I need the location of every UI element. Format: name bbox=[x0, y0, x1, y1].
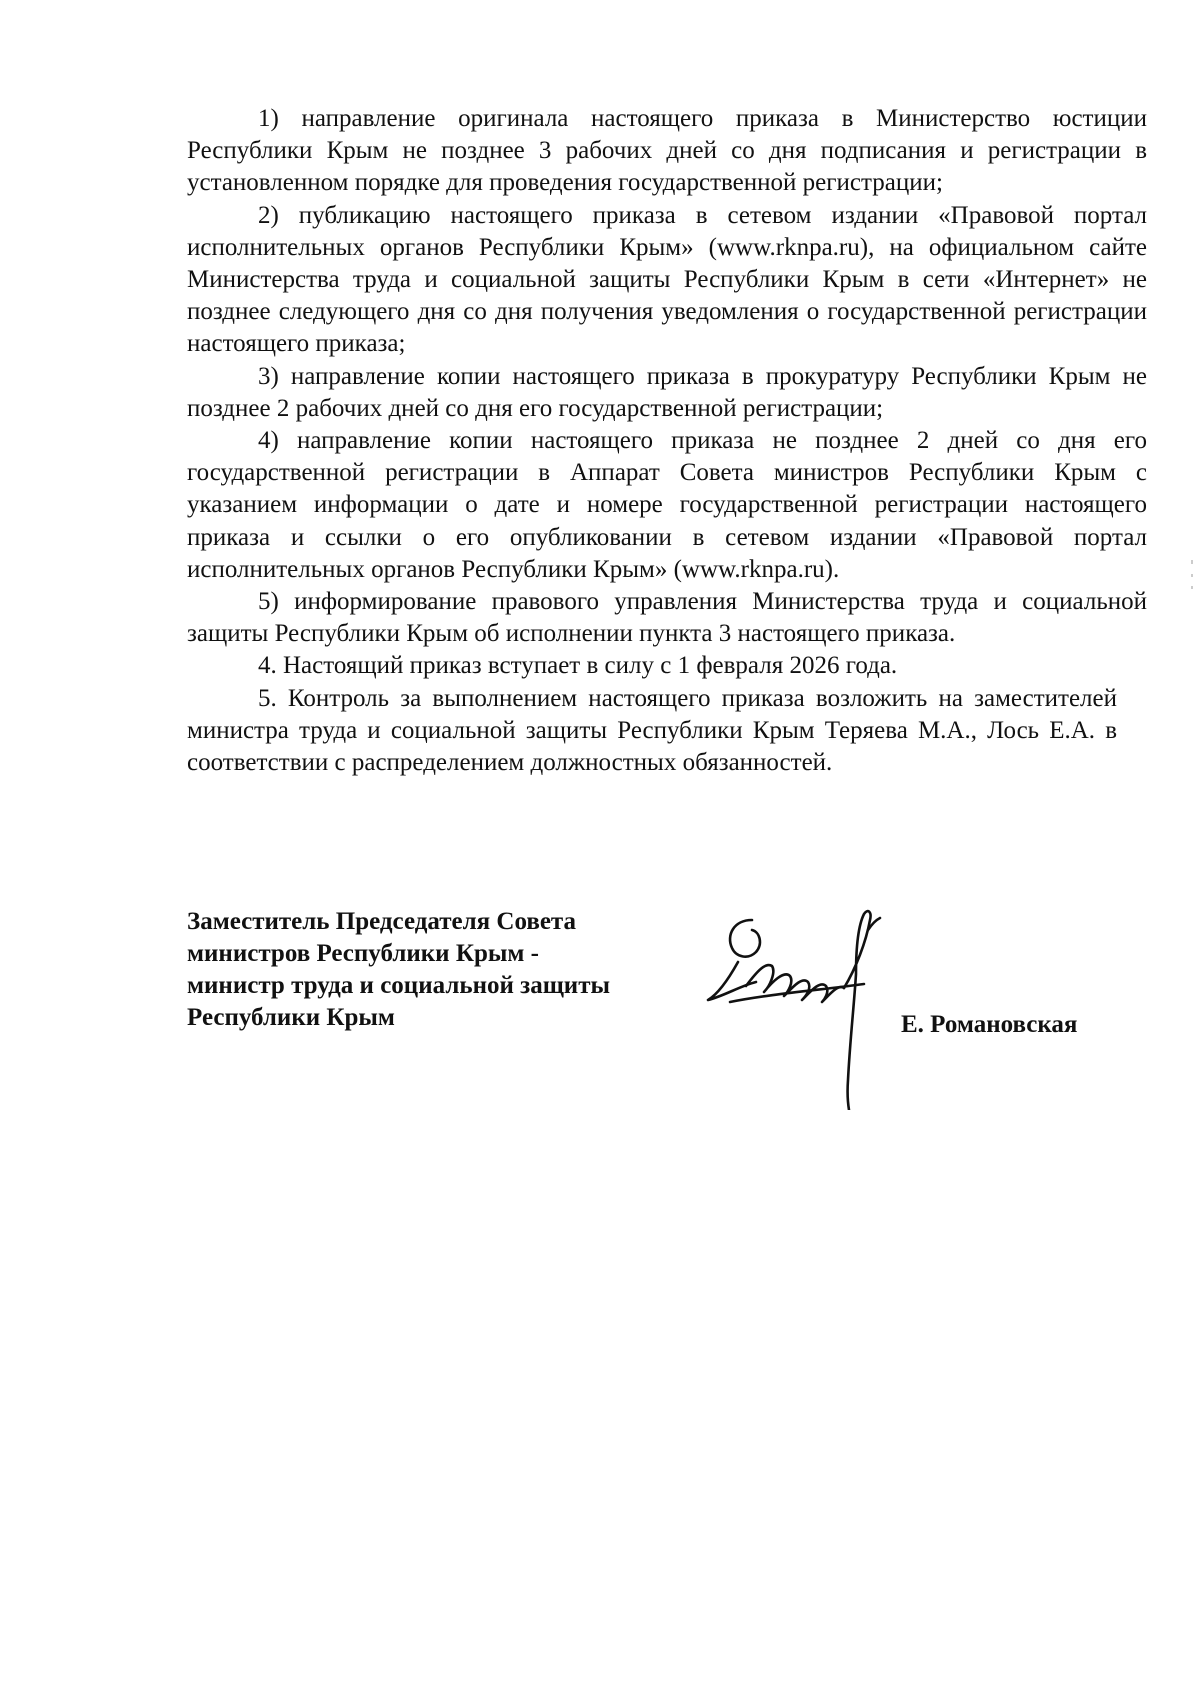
signatory-title-line: министр труда и социальной защиты bbox=[187, 972, 610, 999]
paragraph-item-4: 4) направление копии настоящего приказа не позднее 2 дней со дня его государственной регистрации в Аппарат Совета министров Республики Крым с указанием информации о дате и номере государственной регистрации настоящего приказа и ссылки о его опубликовании в сетевом издании «Правовой портал исполнительных органов Республики Крым» (www.rknpa.ru). bbox=[187, 427, 1147, 583]
paragraph-item-5: 5) информирование правового управления Министерства труда и социальной защиты Республики Крым об исполнении пункта 3 настоящего приказа. bbox=[187, 588, 1147, 648]
paragraph-effective-date: 4. Настоящий приказ вступает в силу с 1 февраля 2026 года. bbox=[258, 652, 898, 680]
signer-name: Е. Романовская bbox=[901, 1011, 1078, 1038]
handwritten-signature bbox=[700, 890, 930, 1110]
signatory-title-line: Республики Крым bbox=[187, 1004, 395, 1031]
scan-artifact bbox=[1191, 560, 1193, 590]
signatory-title bbox=[187, 906, 707, 1034]
signatory-title-line: министров Республики Крым - bbox=[187, 940, 539, 967]
paragraph-item-1: 1) направление оригинала настоящего приказа в Министерство юстиции Республики Крым не позднее 3 рабочих дней со дня подписания и регистрации в установленном порядке для проведения государственной регистрации; bbox=[187, 105, 1147, 197]
paragraph-control: 5. Контроль за выполнением настоящего приказа возложить на заместителей министра труда и социальной защиты Республики Крым Теряева М.А., Лось Е.А. в соответствии с распределением должностных обязанностей. bbox=[187, 684, 1117, 777]
paragraph-item-3: 3) направление копии настоящего приказа в прокуратуру Республики Крым не позднее 2 рабочих дней со дня его государственной регистрации; bbox=[187, 362, 1147, 422]
signatory-title-line: Заместитель Председателя Совета bbox=[187, 908, 577, 935]
document-body bbox=[187, 103, 1147, 779]
paragraph-item-2: 2) публикацию настоящего приказа в сетевом издании «Правовой портал исполнительных органов Республики Крым» (www.rknpa.ru), на официальном сайте Министерства труда и социальной защиты Республики Крым в сети «Интернет» не позднее следующего дня со дня получения уведомления о государственной регистрации настоящего приказа; bbox=[187, 201, 1147, 358]
